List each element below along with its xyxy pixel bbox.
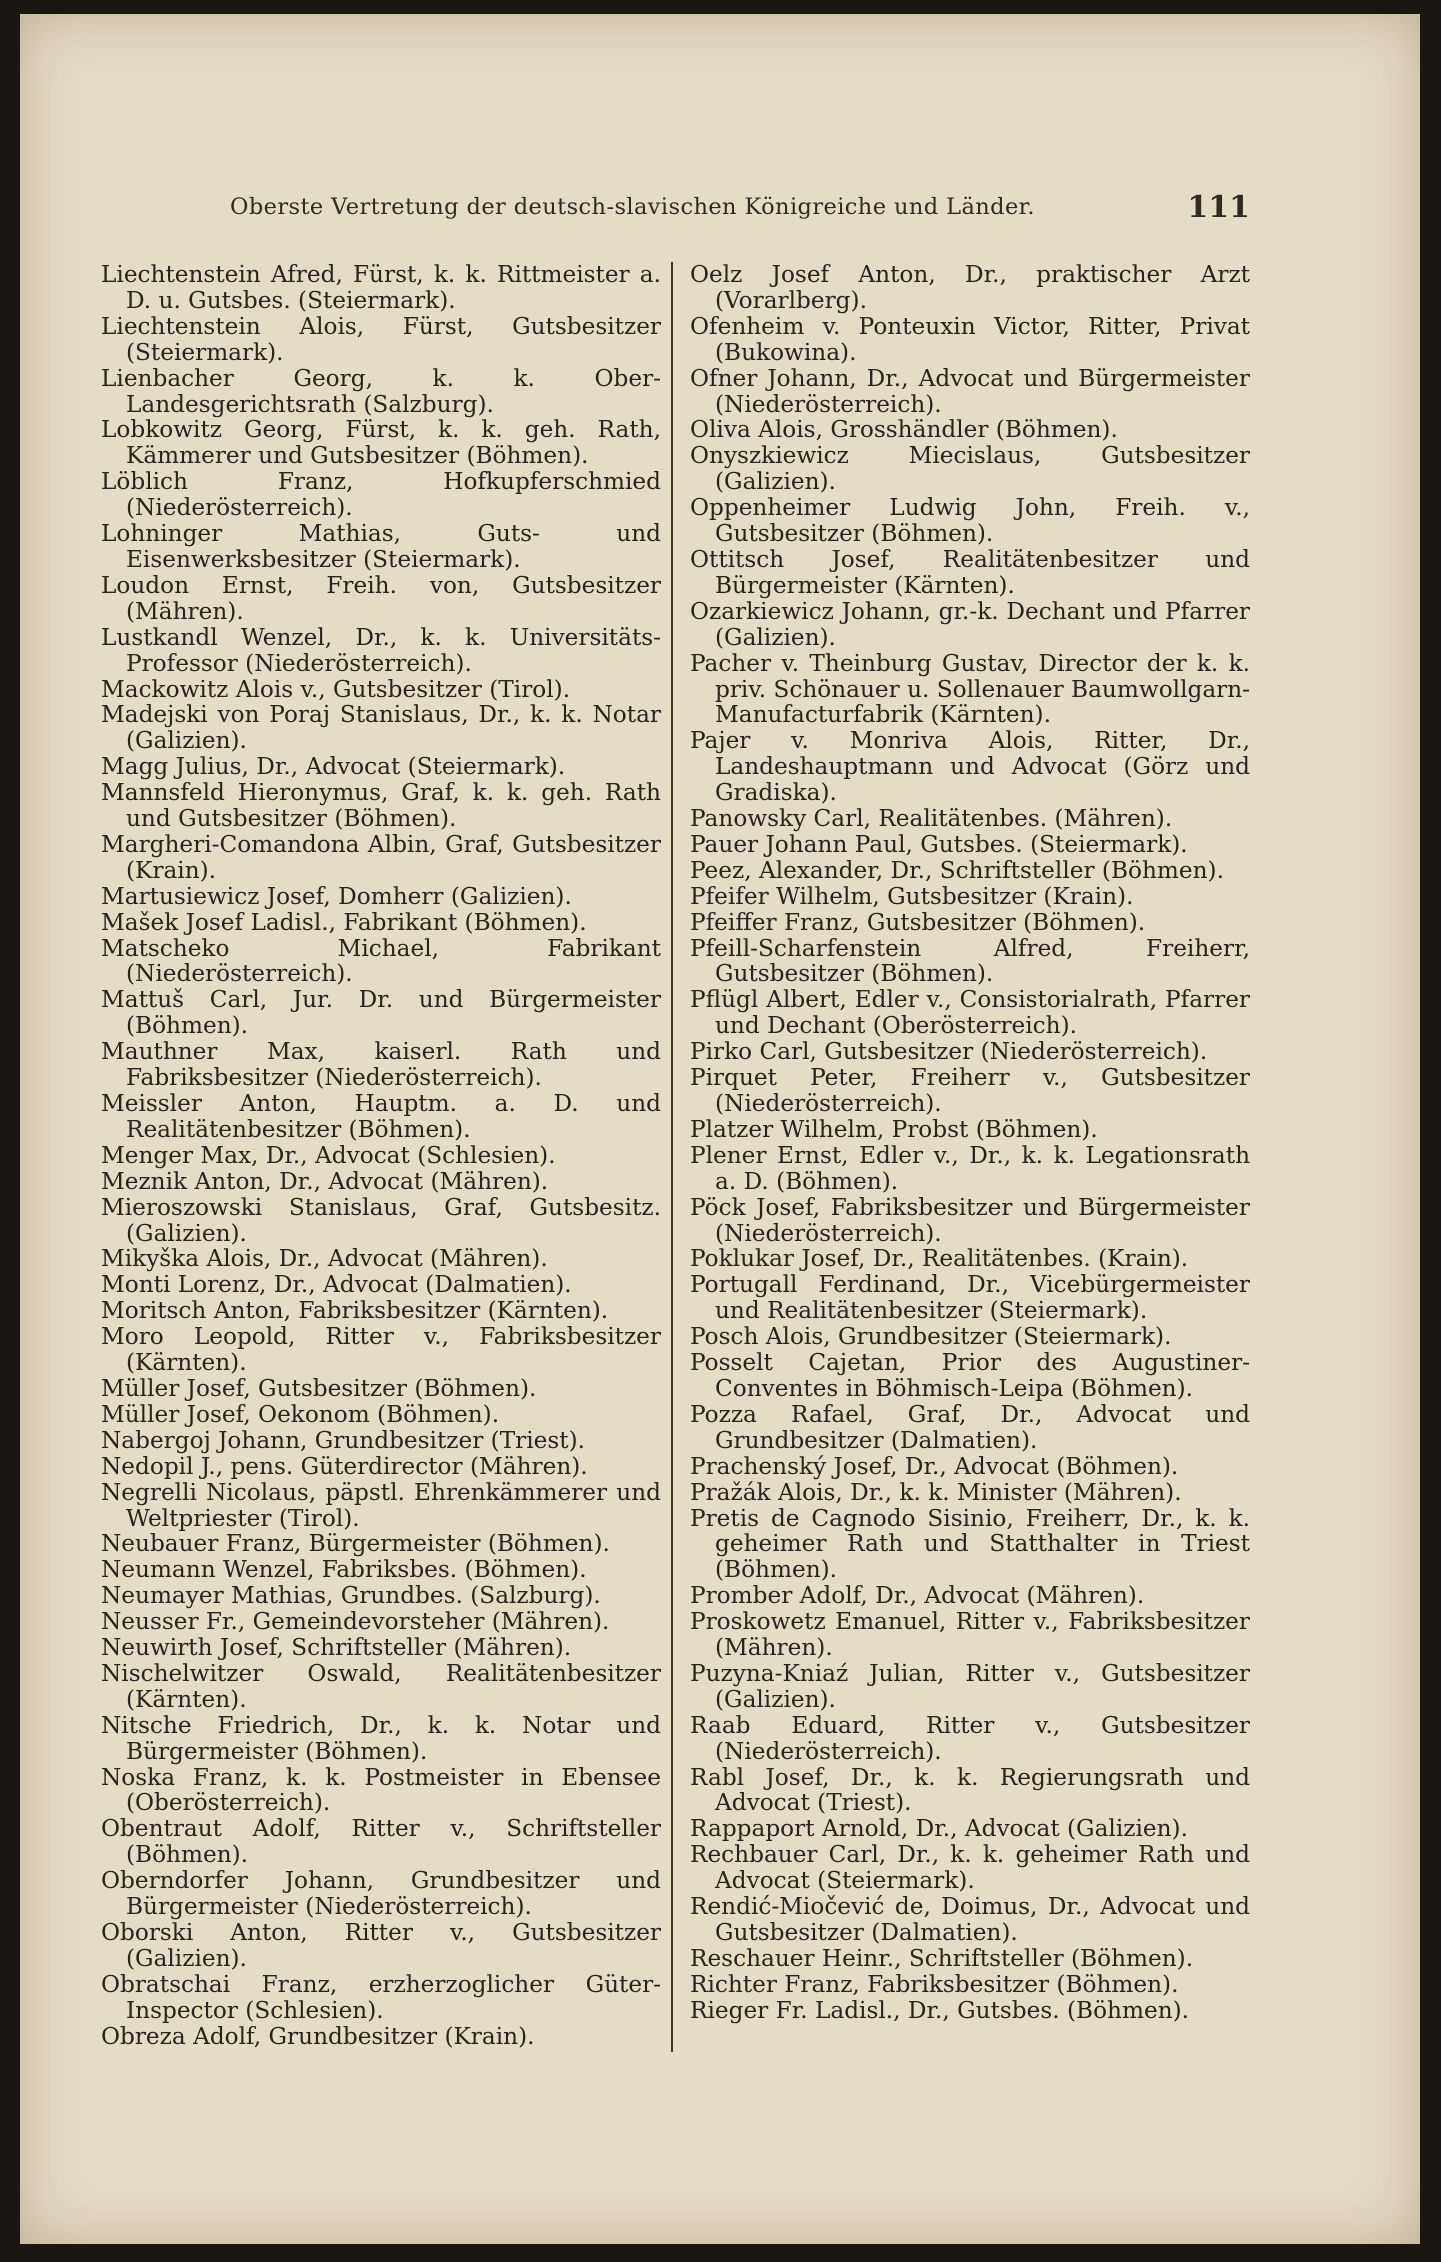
list-entry: Liechtenstein Afred, Fürst, k. k. Rittmeister a. D. u. Gutsbes. (Steiermark).	[101, 261, 661, 314]
list-entry: Mattuš Carl, Jur. Dr. und Bürgermeister (Böhmen).	[101, 986, 661, 1040]
list-entry: Ottitsch Josef, Realitätenbesitzer und Bürgermeister (Kärnten).	[690, 545, 1250, 599]
list-entry: Prachenský Josef, Dr., Advocat (Böhmen).	[690, 1452, 1179, 1480]
page-number: 111	[1187, 190, 1250, 225]
list-entry: Nitsche Friedrich, Dr., k. k. Notar und Bürgermeister (Böhmen).	[101, 1711, 661, 1765]
list-entry: Loudon Ernst, Freih. von, Gutsbesitzer (Mähren).	[101, 571, 661, 625]
list-entry: Margheri-Comandona Albin, Graf, Gutsbesitzer (Krain).	[101, 830, 661, 884]
list-entry: Nischelwitzer Oswald, Realitätenbesitzer (Kärnten).	[101, 1659, 661, 1713]
list-entry: Oppenheimer Ludwig John, Freih. v., Gutsbesitzer (Böhmen).	[690, 494, 1250, 548]
list-entry: Rieger Fr. Ladisl., Dr., Gutsbes. (Böhmen).	[690, 1996, 1190, 2024]
list-entry: Müller Josef, Gutsbesitzer (Böhmen).	[101, 1374, 537, 1402]
list-entry: Rappaport Arnold, Dr., Advocat (Galizien).	[690, 1815, 1188, 1843]
list-entry: Moritsch Anton, Fabriksbesitzer (Kärnten).	[101, 1297, 609, 1325]
list-entry: Proskowetz Emanuel, Ritter v., Fabriksbesitzer (Mähren).	[690, 1608, 1250, 1662]
list-entry: Mauthner Max, kaiserl. Rath und Fabriksbesitzer (Niederösterreich).	[101, 1038, 661, 1092]
list-entry: Oborski Anton, Ritter v., Gutsbesitzer (Galizien).	[101, 1919, 661, 1972]
list-entry: Pražák Alois, Dr., k. k. Minister (Mähren).	[690, 1478, 1182, 1506]
list-entry: Müller Josef, Oekonom (Böhmen).	[101, 1400, 500, 1428]
list-entry: Negrelli Nicolaus, päpstl. Ehrenkämmerer und Weltpriester (Tirol).	[101, 1478, 661, 1532]
list-entry: Moro Leopold, Ritter v., Fabriksbesitzer (Kärnten).	[101, 1323, 661, 1377]
list-entry: Pirko Carl, Gutsbesitzer (Niederösterreich).	[690, 1038, 1208, 1066]
list-entry: Meznik Anton, Dr., Advocat (Mähren).	[101, 1167, 549, 1195]
list-entry: Puzyna-Kniaź Julian, Ritter v., Gutsbesitzer (Galizien).	[690, 1659, 1250, 1713]
list-entry: Rabl Josef, Dr., k. k. Regierungsrath und Advocat (Triest).	[690, 1763, 1250, 1817]
list-entry: Pfeill-Scharfenstein Alfred, Freiherr, Gutsbesitzer (Böhmen).	[690, 934, 1250, 988]
list-entry: Portugall Ferdinand, Dr., Vicebürgermeister und Realitätenbesitzer (Steiermark).	[690, 1271, 1250, 1325]
list-entry: Nabergoj Johann, Grundbesitzer (Triest).	[101, 1426, 586, 1454]
list-entry: Neubauer Franz, Bürgermeister (Böhmen).	[101, 1530, 610, 1558]
list-entry: Liechtenstein Alois, Fürst, Gutsbesitzer (Steiermark).	[101, 312, 661, 366]
list-entry: Pozza Rafael, Graf, Dr., Advocat und Grundbesitzer (Dalmatien).	[690, 1400, 1250, 1454]
list-entry: Lienbacher Georg, k. k. Ober-Landesgerichtsrath (Salzburg).	[101, 364, 661, 418]
list-entry: Poklukar Josef, Dr., Realitätenbes. (Krain).	[690, 1245, 1189, 1273]
list-entry: Mikyška Alois, Dr., Advocat (Mähren).	[101, 1245, 548, 1273]
list-entry: Pirquet Peter, Freiherr v., Gutsbesitzer (Niederösterreich).	[690, 1064, 1250, 1117]
list-entry: Lobkowitz Georg, Fürst, k. k. geh. Rath, Kämmerer und Gutsbesitzer (Böhmen).	[101, 416, 661, 470]
list-entry: Richter Franz, Fabriksbesitzer (Böhmen).	[690, 1970, 1179, 1998]
column-divider	[671, 262, 673, 2052]
list-entry: Martusiewicz Josef, Domherr (Galizien).	[101, 882, 572, 910]
list-entry: Magg Julius, Dr., Advocat (Steiermark).	[101, 753, 566, 781]
list-entry: Pflügl Albert, Edler v., Consistorialrath, Pfarrer und Dechant (Oberösterreich).	[690, 986, 1250, 1040]
list-entry: Mannsfeld Hieronymus, Graf, k. k. geh. Rath und Gutsbesitzer (Böhmen).	[101, 779, 661, 833]
list-entry: Panowsky Carl, Realitätenbes. (Mähren).	[690, 805, 1173, 833]
list-entry: Menger Max, Dr., Advocat (Schlesien).	[101, 1141, 556, 1169]
list-entry: Madejski von Poraj Stanislaus, Dr., k. k. Notar (Galizien).	[101, 701, 661, 755]
list-entry: Löblich Franz, Hofkupferschmied (Niederösterreich).	[101, 468, 661, 522]
list-entry: Meissler Anton, Hauptm. a. D. und Realitätenbesitzer (Böhmen).	[101, 1090, 661, 1143]
list-entry: Ofner Johann, Dr., Advocat und Bürgermeister (Niederösterreich).	[690, 364, 1250, 418]
list-entry: Lohninger Mathias, Guts- und Eisenwerksbesitzer (Steiermark).	[101, 520, 661, 573]
list-entry: Lustkandl Wenzel, Dr., k. k. Universitäts-Professor (Niederösterreich).	[101, 623, 661, 677]
list-entry: Neumann Wenzel, Fabriksbes. (Böhmen).	[101, 1556, 587, 1584]
list-entry: Pauer Johann Paul, Gutsbes. (Steiermark).	[690, 830, 1188, 858]
list-entry: Posch Alois, Grundbesitzer (Steiermark).	[690, 1323, 1172, 1351]
list-entry: Promber Adolf, Dr., Advocat (Mähren).	[690, 1582, 1145, 1610]
list-entry: Pretis de Cagnodo Sisinio, Freiherr, Dr., k. k. geheimer Rath und Statthalter in Triest (Böhmen).	[690, 1504, 1250, 1584]
book-page	[20, 14, 1420, 2244]
list-entry: Mieroszowski Stanislaus, Graf, Gutsbesitz. (Galizien).	[101, 1193, 661, 1247]
left-column	[101, 262, 661, 2050]
list-entry: Raab Eduard, Ritter v., Gutsbesitzer (Niederösterreich).	[690, 1711, 1250, 1765]
list-entry: Pöck Josef, Fabriksbesitzer und Bürgermeister (Niederösterreich).	[690, 1193, 1250, 1247]
list-entry: Mašek Josef Ladisl., Fabrikant (Böhmen).	[101, 908, 587, 936]
list-entry: Pfeifer Wilhelm, Gutsbesitzer (Krain).	[690, 882, 1134, 910]
list-entry: Ofenheim v. Ponteuxin Victor, Ritter, Privat (Bukowina).	[690, 312, 1250, 366]
list-entry: Rechbauer Carl, Dr., k. k. geheimer Rath und Advocat (Steiermark).	[690, 1841, 1250, 1895]
list-entry: Oberndorfer Johann, Grundbesitzer und Bürgermeister (Niederösterreich).	[101, 1867, 661, 1921]
list-entry: Ozarkiewicz Johann, gr.-k. Dechant und Pfarrer (Galizien).	[690, 597, 1250, 651]
list-entry: Monti Lorenz, Dr., Advocat (Dalmatien).	[101, 1271, 572, 1299]
list-entry: Noska Franz, k. k. Postmeister in Ebensee (Oberösterreich).	[101, 1763, 661, 1817]
list-entry: Mackowitz Alois v., Gutsbesitzer (Tirol).	[101, 675, 571, 703]
list-entry: Obratschai Franz, erzherzoglicher Güter-Inspector (Schlesien).	[101, 1970, 661, 2024]
list-entry: Oelz Josef Anton, Dr., praktischer Arzt (Vorarlberg).	[690, 261, 1250, 314]
list-entry: Rendić-Miočević de, Doimus, Dr., Advocat und Gutsbesitzer (Dalmatien).	[690, 1893, 1250, 1946]
list-entry: Reschauer Heinr., Schriftsteller (Böhmen).	[690, 1944, 1194, 1972]
list-entry: Neumayer Mathias, Grundbes. (Salzburg).	[101, 1582, 601, 1610]
list-entry: Neusser Fr., Gemeindevorsteher (Mähren).	[101, 1608, 610, 1636]
list-entry: Neuwirth Josef, Schriftsteller (Mähren).	[101, 1634, 572, 1662]
list-entry: Pacher v. Theinburg Gustav, Director der k. k. priv. Schönauer u. Sollenauer Baumwollgarn-Manufacturfabrik (Kärnten).	[690, 649, 1250, 729]
running-header	[230, 190, 1250, 230]
list-entry: Nedopil J., pens. Güterdirector (Mähren).	[101, 1452, 588, 1480]
list-entry: Matscheko Michael, Fabrikant (Niederösterreich).	[101, 934, 661, 988]
list-entry: Onyszkiewicz Miecislaus, Gutsbesitzer (Galizien).	[690, 442, 1250, 496]
list-entry: Pajer v. Monriva Alois, Ritter, Dr., Landeshauptmann und Advocat (Görz und Gradiska).	[690, 727, 1250, 807]
list-entry: Posselt Cajetan, Prior des Augustiner-Conventes in Böhmisch-Leipa (Böhmen).	[690, 1349, 1250, 1402]
right-column	[690, 262, 1250, 2024]
list-entry: Obentraut Adolf, Ritter v., Schriftsteller (Böhmen).	[101, 1815, 661, 1869]
list-entry: Pfeiffer Franz, Gutsbesitzer (Böhmen).	[690, 908, 1146, 936]
page-title: Oberste Vertretung der deutsch-slavischen Königreiche und Länder.	[230, 194, 1035, 220]
list-entry: Oliva Alois, Grosshändler (Böhmen).	[690, 416, 1118, 444]
list-entry: Peez, Alexander, Dr., Schriftsteller (Böhmen).	[690, 856, 1224, 884]
list-entry: Obreza Adolf, Grundbesitzer (Krain).	[101, 2022, 535, 2050]
list-entry: Plener Ernst, Edler v., Dr., k. k. Legationsrath a. D. (Böhmen).	[690, 1141, 1250, 1195]
list-entry: Platzer Wilhelm, Probst (Böhmen).	[690, 1115, 1098, 1143]
